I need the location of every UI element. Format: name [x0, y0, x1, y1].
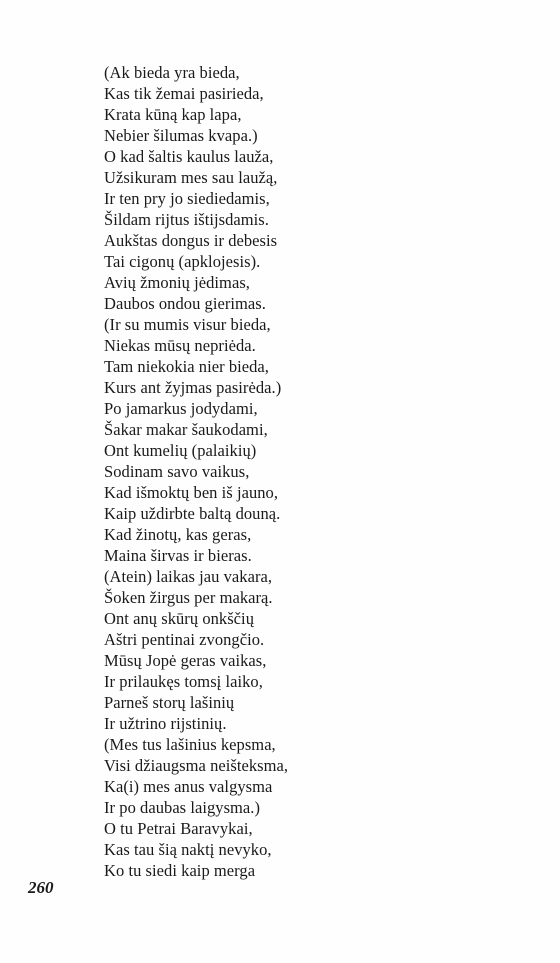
poem-line: Ir ten pry jo siediedamis, [104, 189, 270, 208]
poem-line: (Atein) laikas jau vakara, [104, 567, 273, 586]
poem-line: Sodinam savo vaikus, [104, 462, 250, 481]
poem-line: Kad žinotų, kas geras, [104, 525, 252, 544]
poem-line: Šildam rijtus ištijsdamis. [104, 210, 269, 229]
poem-line: Aukštas dongus ir debesis [104, 231, 278, 250]
poem-line: Aštri pentinai zvongčio. [104, 630, 265, 649]
poem-line: Parneš storų lašinių [104, 693, 235, 712]
poem-line: Kas tau šią naktį nevyko, [104, 840, 272, 859]
poem-line: Avių žmonių jėdimas, [104, 273, 250, 292]
poem-line: Kas tik žemai pasirieda, [104, 84, 264, 103]
poem-line: Šakar makar šaukodami, [104, 420, 268, 439]
poem-text [104, 62, 288, 881]
poem-line: O tu Petrai Baravykai, [104, 819, 253, 838]
poem-line: Ir prilaukęs tomsį laiko, [104, 672, 263, 691]
poem-line: Ko tu siedi kaip merga [104, 861, 256, 880]
poem-line: Maina širvas ir bieras. [104, 546, 252, 565]
poem-line: Niekas mūsų nepriėda. [104, 336, 256, 355]
poem-line: (Ak bieda yra bieda, [104, 63, 240, 82]
poem-line: Ka(i) mes anus valgysma [104, 777, 273, 796]
poem-line: Ir užtrino rijstinių. [104, 714, 227, 733]
poem-line: Nebier šilumas kvapa.) [104, 126, 258, 145]
poem-line: Visi džiaugsma neišteksma, [104, 756, 289, 775]
poem-line: Ont kumelių (palaikių) [104, 441, 257, 460]
poem-line: Tai cigonų (apklojesis). [104, 252, 261, 271]
poem-line: Krata kūną kap lapa, [104, 105, 242, 124]
poem-line: O kad šaltis kaulus lauža, [104, 147, 274, 166]
poem-line: Tam niekokia nier bieda, [104, 357, 269, 376]
poem-line: Kad išmoktų ben iš jauno, [104, 483, 279, 502]
poem-line: (Mes tus lašinius kepsma, [104, 735, 276, 754]
poem-line: Po jamarkus jodydami, [104, 399, 258, 418]
poem-line: Mūsų Jopė geras vaikas, [104, 651, 267, 670]
poem-line: Daubos ondou gierimas. [104, 294, 266, 313]
poem-line: Šoken žirgus per makarą. [104, 588, 273, 607]
page-number: 260 [28, 878, 54, 897]
poem-line: Ont anų skūrų onkščių [104, 609, 254, 628]
poem-line: Užsikuram mes sau laužą, [104, 168, 278, 187]
poem-line: Kurs ant žyjmas pasirėda.) [104, 378, 282, 397]
poem-line: Ir po daubas laigysma.) [104, 798, 261, 817]
poem-line: (Ir su mumis visur bieda, [104, 315, 271, 334]
poem-line: Kaip uždirbte baltą douną. [104, 504, 281, 523]
